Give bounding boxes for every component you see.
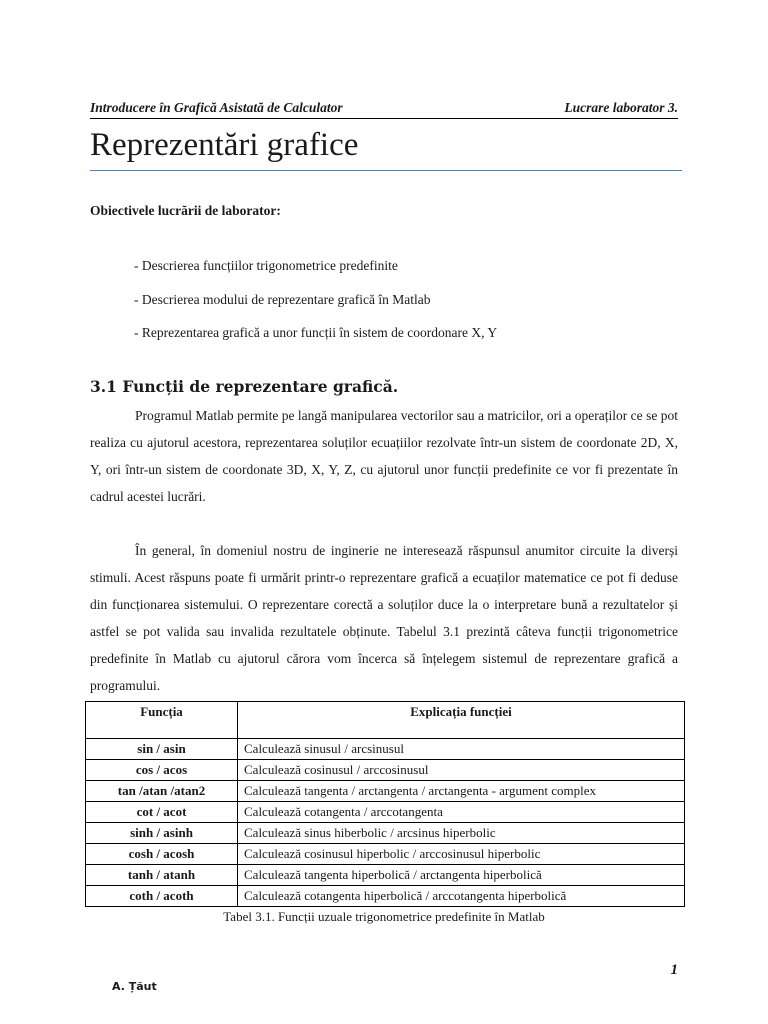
- running-header: [90, 100, 678, 118]
- body-paragraph: În general, în domeniul nostru de inginerie ne interesează răspunsul anumitor circuite la diverși stimuli. Acest răspuns poate fi urmărit printr-o reprezentare grafică a ecuaților matematice ce pot fi deduse din funcționarea sistemului. O reprezentare corectă a soluților duce la o interpretare bună a rezultatelor și astfel se pot valida sau invalida rezultatele obținute. Tabelul 3.1 prezintă câteva funcții trigonometrice predefinite în Matlab cu ajutorul cărora vom încerca să înțelegem sistemul de reprezentare grafică a programului.: [90, 543, 678, 693]
- section-heading: 3.1 Funcții de reprezentare grafică.: [90, 377, 399, 396]
- function-description-cell: Calculează sinus hiberbolic / arcsinus hiperbolic: [238, 823, 685, 844]
- table-row: [86, 886, 685, 907]
- table-row: [86, 760, 685, 781]
- table-row: [86, 739, 685, 760]
- header-divider: [90, 118, 678, 119]
- function-description-cell: Calculează sinusul / arcsinusul: [238, 739, 685, 760]
- page-number: 1: [670, 962, 678, 978]
- function-description-cell: Calculează tangenta hiperbolică / arctangenta hiperbolică: [238, 865, 685, 886]
- function-name-cell: tanh / atanh: [86, 865, 238, 886]
- page-title: Reprezentări grafice: [90, 127, 359, 163]
- header-course-title: Introducere în Grafică Asistată de Calculator: [90, 100, 343, 115]
- function-description-cell: Calculează cotangenta hiperbolică / arccotangenta hiperbolică: [238, 886, 685, 907]
- objectives-label: Obiectivele lucrării de laborator:: [90, 203, 281, 218]
- function-description-cell: Calculează cosinusul / arccosinusul: [238, 760, 685, 781]
- table-caption: Tabel 3.1. Funcții uzuale trigonometrice predefinite în Matlab: [223, 909, 545, 924]
- table-row: [86, 802, 685, 823]
- table-row: [86, 865, 685, 886]
- function-description-cell: Calculează cotangenta / arccotangenta: [238, 802, 685, 823]
- functions-table: [85, 701, 685, 907]
- objective-item: - Descrierea funcțiilor trigonometrice predefinite: [134, 258, 398, 273]
- objective-item: - Descrierea modului de reprezentare grafică în Matlab: [134, 292, 431, 307]
- function-name-cell: sinh / asinh: [86, 823, 238, 844]
- header-lab-number: Lucrare laborator 3.: [564, 100, 678, 115]
- function-name-cell: cosh / acosh: [86, 844, 238, 865]
- table-header-row: [86, 702, 685, 739]
- table-row: [86, 781, 685, 802]
- objective-item: - Reprezentarea grafică a unor funcții în sistem de coordonare X, Y: [134, 325, 498, 340]
- function-name-cell: tan /atan /atan2: [86, 781, 238, 802]
- author-name: A. Țăut: [112, 980, 157, 993]
- function-description-cell: Calculează cosinusul hiperbolic / arccosinusul hiperbolic: [238, 844, 685, 865]
- column-header-explanation: Explicația funcției: [238, 702, 685, 739]
- title-divider: [90, 170, 682, 171]
- function-name-cell: cos / acos: [86, 760, 238, 781]
- table-row: [86, 823, 685, 844]
- function-name-cell: cot / acot: [86, 802, 238, 823]
- body-paragraph: Programul Matlab permite pe langă manipularea vectorilor sau a matricilor, ori a operaților ce se pot realiza cu ajutorul acestora, reprezentarea soluților ecuațiilor rezolvate într-un sistem de coordonate 2D, X, Y, ori într-un sistem de coordonate 3D, X, Y, Z, cu ajutorul unor funcții predefinite ce vor fi prezentate în cadrul acestei lucrări.: [90, 408, 678, 504]
- function-name-cell: coth / acoth: [86, 886, 238, 907]
- function-description-cell: Calculează tangenta / arctangenta / arctangenta - argument complex: [238, 781, 685, 802]
- function-name-cell: sin / asin: [86, 739, 238, 760]
- table-row: [86, 844, 685, 865]
- column-header-function: Funcția: [86, 702, 238, 739]
